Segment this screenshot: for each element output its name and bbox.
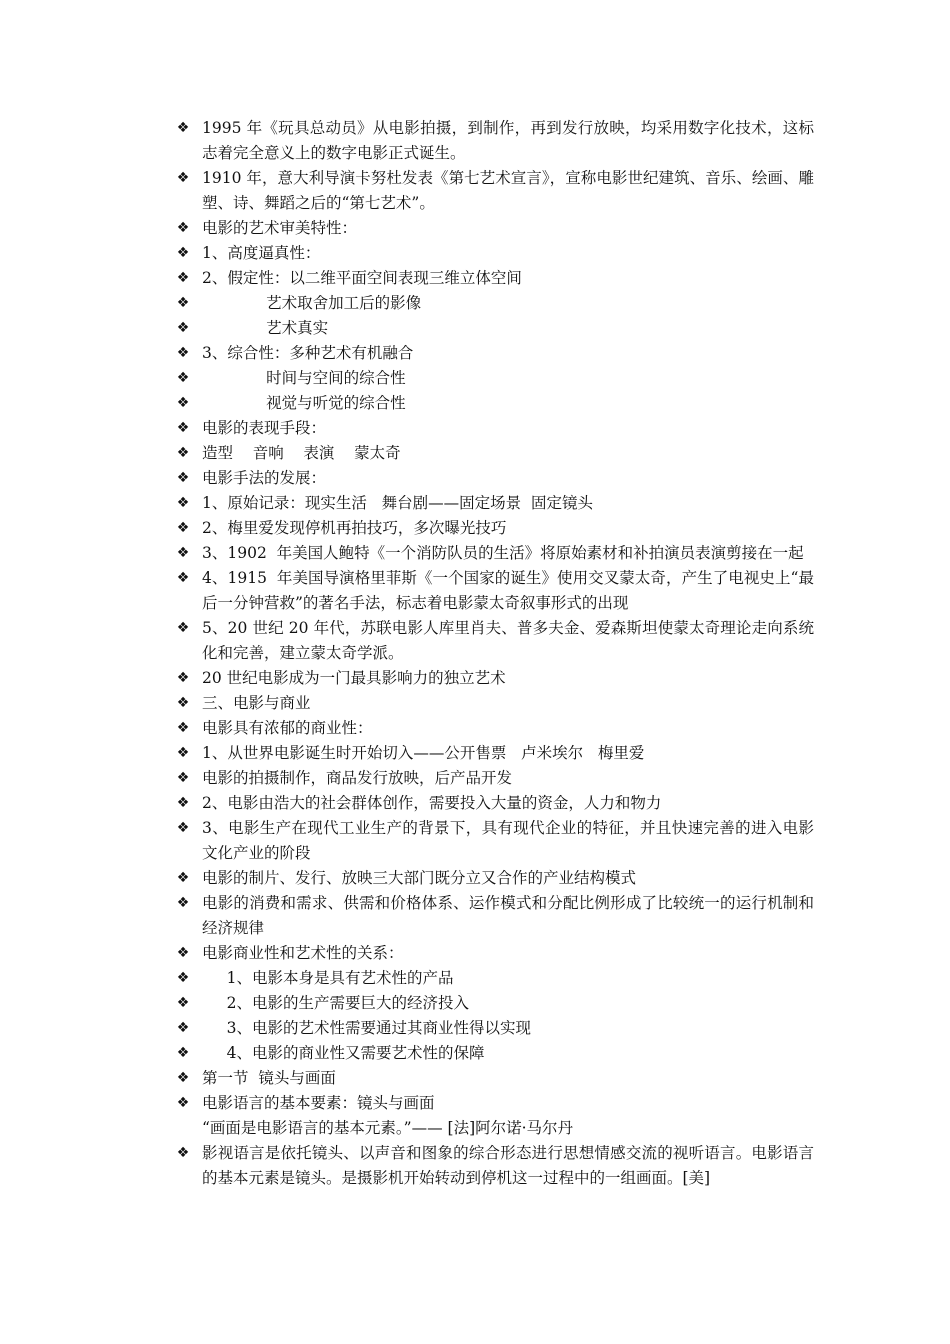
list-item [174, 666, 814, 691]
list-item [174, 1141, 814, 1191]
list-item-text: 三、电影与商业 [202, 694, 311, 712]
diamond-bullet-icon: ❖ [176, 1145, 190, 1161]
diamond-bullet-icon: ❖ [176, 295, 190, 311]
list-item-text: 电影的艺术审美特性： [202, 219, 358, 237]
diamond-bullet-icon: ❖ [176, 370, 190, 386]
list-item-text: 电影的表现手段： [202, 419, 327, 437]
list-item-text: 1910 年，意大利导演卡努杜发表《第七艺术宣言》，宣称电影世纪建筑、音乐、绘画、雕塑、诗、舞蹈之后的“第七艺术”。 [202, 169, 814, 212]
list-item [174, 791, 814, 816]
diamond-bullet-icon: ❖ [176, 1020, 190, 1036]
list-item [174, 291, 814, 316]
list-item-text: 2、电影的生产需要巨大的经济投入 [202, 994, 470, 1012]
diamond-bullet-icon: ❖ [176, 495, 190, 511]
diamond-bullet-icon: ❖ [176, 995, 190, 1011]
list-item-text: 1、电影本身是具有艺术性的产品 [202, 969, 454, 987]
diamond-bullet-icon: ❖ [176, 745, 190, 761]
list-item [174, 466, 814, 491]
list-item-text: 电影语言的基本要素：镜头与画面 [202, 1094, 435, 1112]
list-item-text: 电影手法的发展： [202, 469, 327, 487]
diamond-bullet-icon: ❖ [176, 395, 190, 411]
diamond-bullet-icon: ❖ [176, 445, 190, 461]
list-item [174, 241, 814, 266]
list-item-text: 1、高度逼真性： [202, 244, 321, 262]
list-item [174, 541, 814, 566]
list-item [174, 691, 814, 716]
diamond-bullet-icon: ❖ [176, 895, 190, 911]
list-item [174, 366, 814, 391]
list-item-text: 1、原始记录：现实生活 舞台剧——固定场景 固定镜头 [202, 494, 593, 512]
list-item [174, 491, 814, 516]
list-item-text: 电影的拍摄制作，商品发行放映，后产品开发 [202, 769, 513, 787]
diamond-bullet-icon: ❖ [176, 570, 190, 586]
list-item-text: 造型 音响 表演 蒙太奇 [202, 444, 401, 462]
diamond-bullet-icon: ❖ [176, 270, 190, 286]
list-item [174, 741, 814, 766]
diamond-bullet-icon: ❖ [176, 870, 190, 886]
list-item-text: 2、电影由浩大的社会群体创作，需要投入大量的资金，人力和物力 [202, 794, 662, 812]
list-item [174, 116, 814, 166]
diamond-bullet-icon: ❖ [176, 820, 190, 836]
list-item-text: 电影的消费和需求、供需和价格体系、运作模式和分配比例形成了比较统一的运行机制和经济规律 [202, 894, 814, 937]
bullet-list [174, 116, 814, 1191]
list-item [174, 391, 814, 416]
list-item [174, 416, 814, 441]
list-item [174, 1066, 814, 1091]
list-item [174, 441, 814, 466]
list-item-text: 4、电影的商业性又需要艺术性的保障 [202, 1044, 485, 1062]
diamond-bullet-icon: ❖ [176, 470, 190, 486]
list-item [174, 716, 814, 741]
list-item-text: 视觉与听觉的综合性 [202, 394, 406, 412]
list-item-text: 艺术取舍加工后的影像 [202, 294, 422, 312]
list-item [174, 341, 814, 366]
diamond-bullet-icon: ❖ [176, 770, 190, 786]
list-item [174, 516, 814, 541]
list-item-text: 3、电影生产在现代工业生产的背景下，具有现代企业的特征，并且快速完善的进入电影文化产业的阶段 [202, 819, 814, 862]
diamond-bullet-icon: ❖ [176, 670, 190, 686]
list-item-text: 时间与空间的综合性 [202, 369, 406, 387]
list-item [174, 266, 814, 291]
diamond-bullet-icon: ❖ [176, 170, 190, 186]
list-item-text: 1995 年《玩具总动员》从电影拍摄，到制作，再到发行放映，均采用数字化技术，这标志着完全意义上的数字电影正式诞生。 [202, 119, 814, 162]
list-item [174, 816, 814, 866]
diamond-bullet-icon: ❖ [176, 120, 190, 136]
diamond-bullet-icon: ❖ [176, 545, 190, 561]
list-item [174, 866, 814, 891]
list-item [174, 941, 814, 966]
list-item-text: 第一节 镜头与画面 [202, 1069, 336, 1087]
list-item-text: 3、1902 年美国人鲍特《一个消防队员的生活》将原始素材和补拍演员表演剪接在一起 [202, 544, 804, 562]
list-item [174, 1116, 814, 1141]
list-item-text: 艺术真实 [202, 319, 329, 337]
diamond-bullet-icon: ❖ [176, 220, 190, 236]
list-item [174, 166, 814, 216]
list-item [174, 616, 814, 666]
list-item-text: 2、假定性：以二维平面空间表现三维立体空间 [202, 269, 522, 287]
list-item-text: 电影具有浓郁的商业性： [202, 719, 373, 737]
list-item [174, 1091, 814, 1116]
diamond-bullet-icon: ❖ [176, 970, 190, 986]
diamond-bullet-icon: ❖ [176, 620, 190, 636]
list-item-text: “画面是电影语言的基本元素。”—— [法]阿尔诺·马尔丹 [202, 1119, 574, 1137]
list-item-text: 5、20 世纪 20 年代，苏联电影人库里肖夫、普多夫金、爱森斯坦使蒙太奇理论走向系统化和完善，建立蒙太奇学派。 [202, 619, 814, 662]
list-item-text: 4、1915 年美国导演格里菲斯《一个国家的诞生》使用交叉蒙太奇，产生了电视史上“最后一分钟营救”的著名手法，标志着电影蒙太奇叙事形式的出现 [202, 569, 814, 612]
list-item-text: 1、从世界电影诞生时开始切入——公开售票 卢米埃尔 梅里爱 [202, 744, 645, 762]
list-item-text: 电影商业性和艺术性的关系： [202, 944, 404, 962]
list-item-text: 3、综合性：多种艺术有机融合 [202, 344, 414, 362]
list-item [174, 766, 814, 791]
list-item [174, 566, 814, 616]
list-item-text: 20 世纪电影成为一门最具影响力的独立艺术 [202, 669, 506, 687]
list-item-text: 电影的制片、发行、放映三大部门既分立又合作的产业结构模式 [202, 869, 637, 887]
list-item-text: 3、电影的艺术性需要通过其商业性得以实现 [202, 1019, 532, 1037]
list-item-text: 2、梅里爱发现停机再拍技巧，多次曝光技巧 [202, 519, 507, 537]
diamond-bullet-icon: ❖ [176, 420, 190, 436]
diamond-bullet-icon: ❖ [176, 1045, 190, 1061]
list-item-text: 影视语言是依托镜头、以声音和图象的综合形态进行思想情感交流的视听语言。电影语言的基本元素是镜头。是摄影机开始转动到停机这一过程中的一组画面。[美] [202, 1144, 814, 1187]
diamond-bullet-icon: ❖ [176, 695, 190, 711]
diamond-bullet-icon: ❖ [176, 245, 190, 261]
list-item [174, 991, 814, 1016]
list-item [174, 316, 814, 341]
diamond-bullet-icon: ❖ [176, 1070, 190, 1086]
diamond-bullet-icon: ❖ [176, 945, 190, 961]
diamond-bullet-icon: ❖ [176, 720, 190, 736]
diamond-bullet-icon: ❖ [176, 520, 190, 536]
list-item [174, 891, 814, 941]
list-item [174, 1016, 814, 1041]
diamond-bullet-icon: ❖ [176, 320, 190, 336]
list-item [174, 216, 814, 241]
diamond-bullet-icon: ❖ [176, 1095, 190, 1111]
diamond-bullet-icon: ❖ [176, 345, 190, 361]
list-item [174, 966, 814, 991]
diamond-bullet-icon: ❖ [176, 795, 190, 811]
list-item [174, 1041, 814, 1066]
